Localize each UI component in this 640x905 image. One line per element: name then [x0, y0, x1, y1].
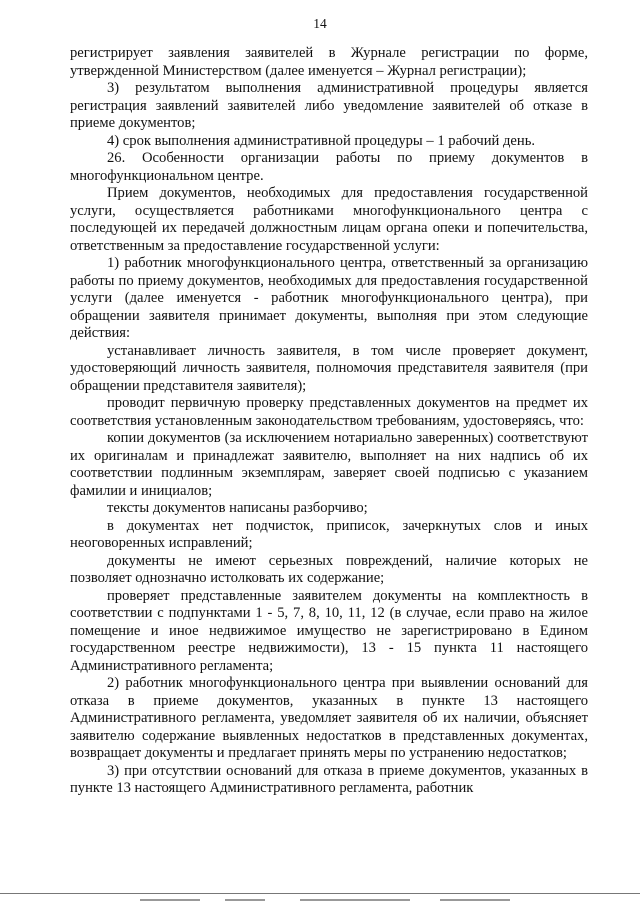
paragraph: документы не имеют серьезных повреждений, наличие которых не позволяет однозначно истолковать их содержание; — [70, 552, 588, 586]
paragraph: копии документов (за исключением нотариально заверенных) соответствуют их оригиналам и принадлежат заявителю, выполняет на них надпись об их соответствии подлинным экземплярам, заверяет своей подписью с указанием фамилии и инициалов; — [70, 430, 588, 499]
paragraph: 4) срок выполнения административной процедуры – 1 рабочий день. — [107, 132, 536, 149]
scan-artifact — [225, 899, 265, 901]
paragraph: в документах нет подчисток, приписок, зачеркнутых слов и иных неоговоренных исправлений; — [70, 517, 588, 551]
scan-artifact — [140, 899, 200, 901]
paragraph: 1) работник многофункционального центра, ответственный за организацию работы по приему документов, необходимых для предоставления государственной услуги (далее именуется - работник многофункционального центра), при обращении заявителя принимает документы, выполняя при этом следующие действия: — [70, 255, 588, 341]
paragraph: регистрирует заявления заявителей в Журнале регистрации по форме, утвержденной Министерством (далее именуется – Журнал регистрации); — [70, 45, 588, 79]
scan-artifact — [440, 899, 510, 901]
page-number: 14 — [313, 16, 327, 31]
paragraph: 26. Особенности организации работы по приему документов в многофункциональном центре. — [70, 150, 588, 184]
paragraph: проводит первичную проверку представленных документов на предмет их соответствия установленным законодательством требованиям, удостоверяясь, что: — [70, 395, 588, 429]
document-body — [70, 45, 588, 798]
paragraph: устанавливает личность заявителя, в том числе проверяет документ, удостоверяющий личность заявителя, полномочия представителя заявителя (при обращении представителя заявителя); — [70, 342, 588, 394]
paragraph: 3) при отсутствии оснований для отказа в приеме документов, указанных в пункте 13 настоящего Административного регламента, работник — [70, 762, 588, 796]
paragraph: 2) работник многофункционального центра при выявлении оснований для отказа в приеме документов, указанных в пункте 13 настоящего Административного регламента, уведомляет заявителя об их наличии, объясняет заявителю содержание выявленных недостатков в представленных документах, возвращает документы и предлагает принять меры по устранению недостатков; — [70, 675, 588, 761]
paragraph: 3) результатом выполнения административной процедуры является регистрация заявлений заявителей либо уведомление заявителей об отказе в приеме документов; — [70, 80, 588, 131]
paragraph: тексты документов написаны разборчиво; — [107, 500, 368, 516]
scan-artifact — [300, 899, 410, 901]
paragraph: проверяет представленные заявителем документы на комплектность в соответствии с подпунктами 1 - 5, 7, 8, 10, 11, 12 (в случае, если право на жилое помещение и иное недвижимое имущество не зарегистрировано в Едином государственном реестре недвижимости), 13 - 15 пункта 11 настоящего Административного регламента; — [70, 587, 588, 674]
scan-bottom-line — [0, 893, 640, 894]
paragraph: Прием документов, необходимых для предоставления государственной услуги, осуществляется работниками многофункционального центра с последующей их передачей должностным лицам органа опеки и попечительства, ответственным за предоставление государственной услуги: — [70, 185, 588, 254]
